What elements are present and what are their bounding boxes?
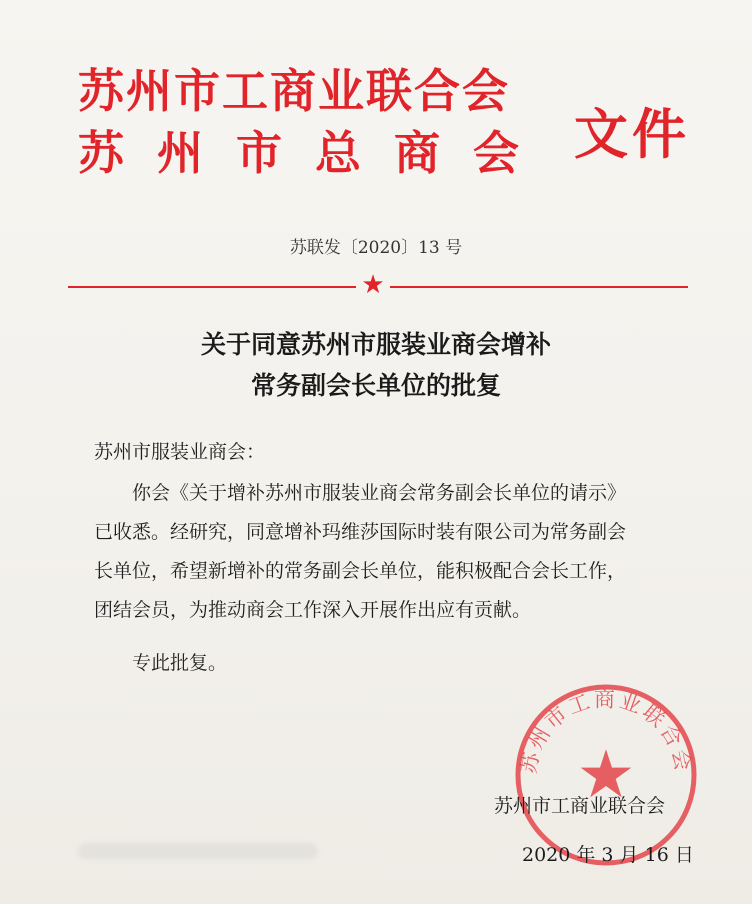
body-line: 团结会员，为推动商会工作深入开展作出应有贡献。 — [94, 599, 532, 621]
document-title-line2: 常务副会长单位的批复 — [250, 371, 501, 400]
body-line: 长单位，希望新增补的常务副会长单位，能积极配合会长工作， — [94, 560, 627, 582]
red-divider-right — [390, 286, 688, 288]
document-type-label: 文件 — [574, 103, 690, 166]
divider-star-icon: ★ — [361, 270, 385, 300]
signing-date: 2020 年 3 月 16 日 — [522, 844, 694, 866]
salutation: 苏州市服装业商会： — [94, 441, 266, 463]
closing-remark: 专此批复。 — [132, 652, 228, 674]
issuing-organizations — [78, 60, 568, 184]
signing-organization: 苏州市工商业联合会 — [494, 795, 666, 817]
body-line: 你会《关于增补苏州市服装业商会常务副会长单位的请示》 — [132, 482, 627, 504]
document-number: 苏联发〔2020〕13 号 — [289, 238, 463, 258]
org-name-line1: 苏州市工商业联合会 — [78, 64, 510, 118]
red-divider-left — [68, 286, 356, 288]
seal-star-icon: ★ — [576, 736, 636, 813]
body-line: 已收悉。经研究，同意增补玛维莎国际时装有限公司为常务副会 — [94, 521, 627, 543]
faint-mark — [78, 843, 318, 859]
seal-text: 苏州市工商业联合会 — [516, 687, 696, 776]
org-name-line2: 苏州市总商会 — [78, 126, 552, 180]
document-title-line1: 关于同意苏州市服装业商会增补 — [200, 330, 551, 359]
